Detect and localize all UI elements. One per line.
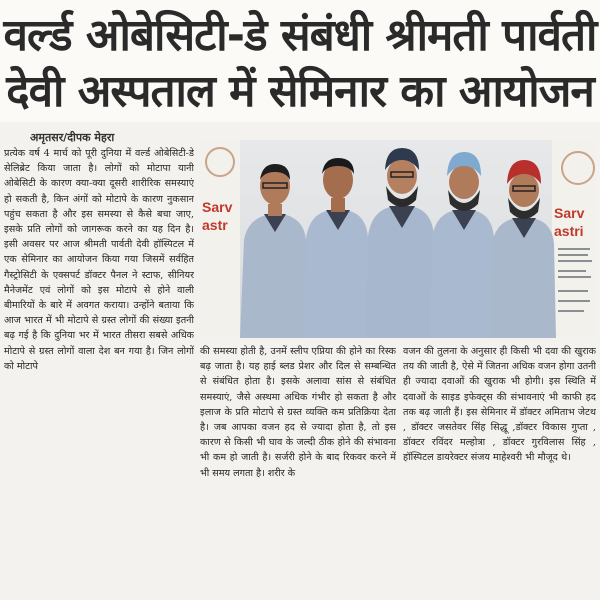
news-photo — [200, 140, 596, 338]
right-banner-text-2: astri — [554, 223, 584, 239]
doctor-1 — [240, 164, 308, 338]
headline-line-2: देवी अस्पताल में सेमिनार का आयोजन — [6, 66, 594, 117]
byline: अमृतसर/दीपक मेहरा — [30, 131, 115, 144]
doctor-4 — [430, 152, 496, 338]
right-banner-text: Sarv — [554, 205, 585, 221]
headline-line-1: वर्ल्ड ओबेसिटी-डे संबंधी श्रीमती पार्वती — [3, 10, 597, 61]
left-banner — [200, 140, 240, 338]
doctor-5 — [490, 160, 556, 338]
article-column-3: वजन की तुलना के अनुसार ही किसी भी दवा की खुराक तय की जाती है, ऐसे में जितना अधिक वजन होगा उतनी ही ज्यादा दवाओं की खुराक भी होगी। इस स्थिति में दवाओं के साइड इफेक्ट्स की संभावनाएं भी काफी हद तक बढ़ जाती हैं। इस सेमिनार में डॉक्टर अमिताभ जेटथ , डॉक्टर जसतेवर सिंह सिद्धू ,डॉक्टर विकास गुप्ता , डॉक्टर रविंदर मल्होत्रा , डॉक्टर गुरविलास सिंह , हॉस्पिटल डायरेक्टर संजय माहेश्वरी भी मौजूद थे। — [403, 346, 596, 464]
headline-block — [0, 0, 600, 122]
article-column-2: की समस्या होती है, उनमें स्लीप एप्निया की होने का रिस्क बढ़ जाता है। यह हाई ब्लड प्रेशर और दिल से सम्बन्धित से संबंधित होता है। इसके अलावा सांस से संबंधित समस्याएं, जैसे अस्थमा अधिक गंभीर हो सकता है और इलाज के प्रति मोटापे से ग्रस्त व्यक्ति कम प्रतिक्रिया देता है। जब आपका वजन हद से ज्यादा होता है, तो इस कारण से किसी भी घाव के जल्दी ठीक होने की संभावना भी कम हो जाती है। सर्जरी होने के बाद रिकवर करने में भी समय लगता है। शरीर के — [200, 346, 396, 479]
doctors-group-photo — [200, 140, 596, 338]
article-column-1: प्रत्येक वर्ष 4 मार्च को पूरी दुनिया में वर्ल्ड ओबेसिटी-डे सेलिब्रेट किया जाता है। लोगों को मोटापा यानी ओबेसिटी के कारण क्या-क्या दूसरी शारीरिक समस्याएं हो सकती है, किन अंगों को मोटापे के कारण नुकसान पहुंच सकता है और इस समस्या से कैसे बचा जाए, इसके प्रति लोगों को जागरूक करने का यह दिन है। इसी अवसर पर आज श्रीमती पार्वती देवी हॉस्पिटल में एक सेमिनार का आयोजन किया गया जिसमें सर्वहित गैस्ट्रोसिटी के एक्सपर्ट डॉक्टर पैनल ने स्टाफ, सीनियर मैनेजमेंट एवं लोगों को इस मोटापे से होने वाली बीमारियों के बारे में अवगत कराया। उन्होंने बताया कि आज भारत में भी मोटापे से ग्रस्त लोगों की संख्या इतनी बढ़ गई है कि दुनिया भर में भारत तीसरा सबसे अधिक मोटापे से ग्रस्त लोगों वाला देश बन गया है। जिन लोगों को मोटापे — [4, 148, 194, 372]
doctor-3 — [366, 148, 436, 338]
right-banner — [552, 140, 596, 338]
left-banner-text: Sarv — [202, 199, 233, 215]
doctor-2 — [304, 158, 370, 338]
left-banner-text-2: astr — [202, 217, 228, 233]
